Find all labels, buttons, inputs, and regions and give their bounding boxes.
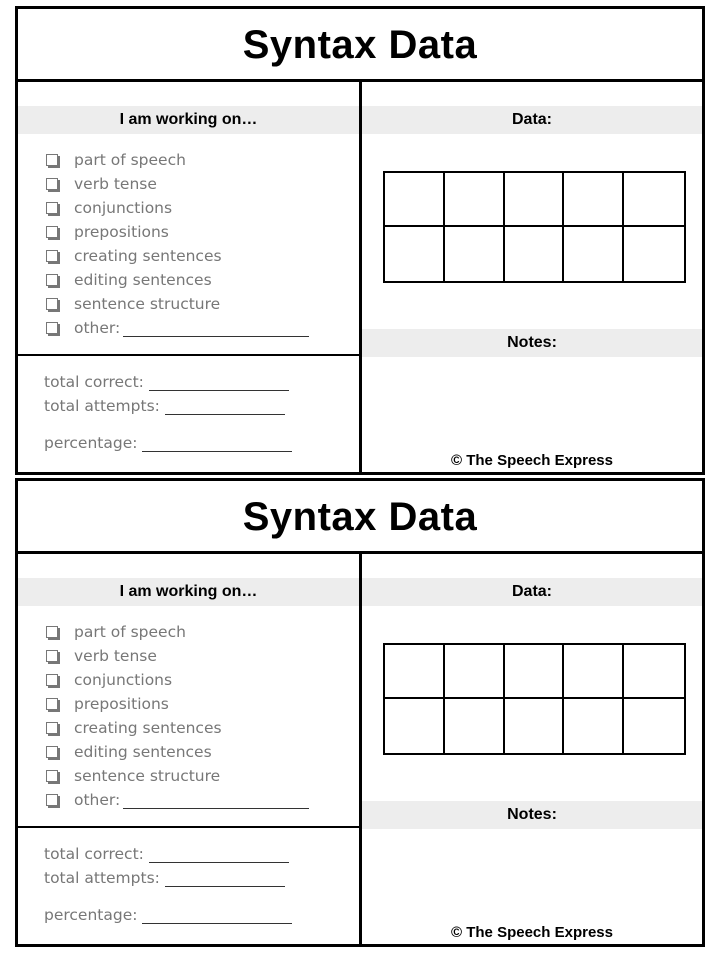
- card-title: Syntax Data: [242, 495, 478, 539]
- checklist-label: prepositions: [74, 223, 169, 241]
- total-correct-row: [44, 845, 289, 863]
- checkbox-icon[interactable]: [46, 626, 58, 638]
- column-divider: [359, 554, 362, 947]
- percentage-label: percentage:: [44, 434, 138, 452]
- data-cell[interactable]: [385, 173, 445, 227]
- data-cell[interactable]: [624, 699, 684, 753]
- checkbox-icon[interactable]: [46, 154, 58, 166]
- data-cell[interactable]: [564, 173, 624, 227]
- data-cell[interactable]: [624, 173, 684, 227]
- checklist-item[interactable]: [44, 692, 309, 716]
- checklist-item[interactable]: [44, 292, 309, 316]
- data-cell[interactable]: [385, 699, 445, 753]
- data-header: Data:: [362, 578, 702, 606]
- total-correct-row: [44, 373, 289, 391]
- other-blank-line[interactable]: [123, 792, 309, 809]
- checklist-item[interactable]: [44, 740, 309, 764]
- checklist-item[interactable]: [44, 268, 309, 292]
- card-title: Syntax Data: [242, 23, 478, 67]
- other-blank-line[interactable]: [123, 320, 309, 337]
- data-cell[interactable]: [564, 699, 624, 753]
- checkbox-icon[interactable]: [46, 746, 58, 758]
- checkbox-icon[interactable]: [46, 178, 58, 190]
- copyright-text: © The Speech Express: [451, 924, 613, 941]
- checklist-item[interactable]: [44, 764, 309, 788]
- checklist-label: editing sentences: [74, 743, 212, 761]
- checklist-item[interactable]: [44, 244, 309, 268]
- checklist-item[interactable]: [44, 148, 309, 172]
- checkbox-icon[interactable]: [46, 674, 58, 686]
- percentage-blank[interactable]: [142, 435, 292, 452]
- working-on-header: I am working on…: [18, 578, 359, 606]
- checklist-item[interactable]: [44, 220, 309, 244]
- skill-checklist: [44, 148, 309, 340]
- notes-header: Notes:: [362, 801, 702, 829]
- checkbox-icon[interactable]: [46, 770, 58, 782]
- data-cell[interactable]: [505, 699, 565, 753]
- working-on-header: I am working on…: [18, 106, 359, 134]
- column-divider: [359, 82, 362, 475]
- data-header: Data:: [362, 106, 702, 134]
- checklist-item[interactable]: [44, 668, 309, 692]
- checkbox-icon[interactable]: [46, 226, 58, 238]
- checklist-item[interactable]: [44, 196, 309, 220]
- total-attempts-row: [44, 869, 285, 887]
- checklist-label: sentence structure: [74, 295, 221, 313]
- checklist-label: other:: [74, 319, 121, 337]
- checklist-label: other:: [74, 791, 121, 809]
- checklist-item[interactable]: [44, 644, 309, 668]
- data-cell[interactable]: [385, 645, 445, 699]
- checkbox-icon[interactable]: [46, 202, 58, 214]
- checkbox-icon[interactable]: [46, 322, 58, 334]
- data-cell[interactable]: [505, 227, 565, 281]
- data-cell[interactable]: [624, 645, 684, 699]
- checklist-label: sentence structure: [74, 767, 221, 785]
- data-cell[interactable]: [385, 227, 445, 281]
- percentage-row: [44, 906, 292, 924]
- card-title-bar: [18, 9, 702, 82]
- percentage-row: [44, 434, 292, 452]
- skill-checklist: [44, 620, 309, 812]
- checklist-label: part of speech: [74, 151, 186, 169]
- data-grid: [383, 643, 686, 755]
- data-cell[interactable]: [624, 227, 684, 281]
- percentage-blank[interactable]: [142, 907, 292, 924]
- checkbox-icon[interactable]: [46, 794, 58, 806]
- checklist-label: part of speech: [74, 623, 186, 641]
- total-attempts-blank[interactable]: [165, 398, 285, 415]
- total-attempts-label: total attempts:: [44, 869, 160, 887]
- syntax-data-card-1: [15, 6, 705, 475]
- checkbox-icon[interactable]: [46, 250, 58, 262]
- notes-header: Notes:: [362, 329, 702, 357]
- data-cell[interactable]: [564, 227, 624, 281]
- total-correct-blank[interactable]: [149, 846, 289, 863]
- section-divider: [18, 354, 359, 356]
- checklist-label: creating sentences: [74, 247, 222, 265]
- checklist-item-other[interactable]: [44, 788, 309, 812]
- total-attempts-row: [44, 397, 285, 415]
- checklist-label: conjunctions: [74, 671, 173, 689]
- checklist-item[interactable]: [44, 172, 309, 196]
- checklist-label: verb tense: [74, 175, 157, 193]
- data-cell[interactable]: [564, 645, 624, 699]
- checklist-label: prepositions: [74, 695, 169, 713]
- data-cell[interactable]: [505, 173, 565, 227]
- checklist-item-other[interactable]: [44, 316, 309, 340]
- data-cell[interactable]: [505, 645, 565, 699]
- total-attempts-blank[interactable]: [165, 870, 285, 887]
- checkbox-icon[interactable]: [46, 298, 58, 310]
- percentage-label: percentage:: [44, 906, 138, 924]
- checklist-label: editing sentences: [74, 271, 212, 289]
- checklist-label: verb tense: [74, 647, 157, 665]
- syntax-data-card-2: [15, 478, 705, 947]
- total-correct-blank[interactable]: [149, 374, 289, 391]
- data-cell[interactable]: [445, 645, 505, 699]
- checklist-item[interactable]: [44, 716, 309, 740]
- checkbox-icon[interactable]: [46, 698, 58, 710]
- data-cell[interactable]: [445, 173, 505, 227]
- checkbox-icon[interactable]: [46, 274, 58, 286]
- data-cell[interactable]: [445, 227, 505, 281]
- total-correct-label: total correct:: [44, 373, 144, 391]
- card-title-bar: [18, 481, 702, 554]
- checklist-item[interactable]: [44, 620, 309, 644]
- section-divider: [18, 826, 359, 828]
- total-correct-label: total correct:: [44, 845, 144, 863]
- data-cell[interactable]: [445, 699, 505, 753]
- data-grid: [383, 171, 686, 283]
- checkbox-icon[interactable]: [46, 722, 58, 734]
- total-attempts-label: total attempts:: [44, 397, 160, 415]
- checklist-label: conjunctions: [74, 199, 173, 217]
- checkbox-icon[interactable]: [46, 650, 58, 662]
- copyright-text: © The Speech Express: [451, 452, 613, 469]
- checklist-label: creating sentences: [74, 719, 222, 737]
